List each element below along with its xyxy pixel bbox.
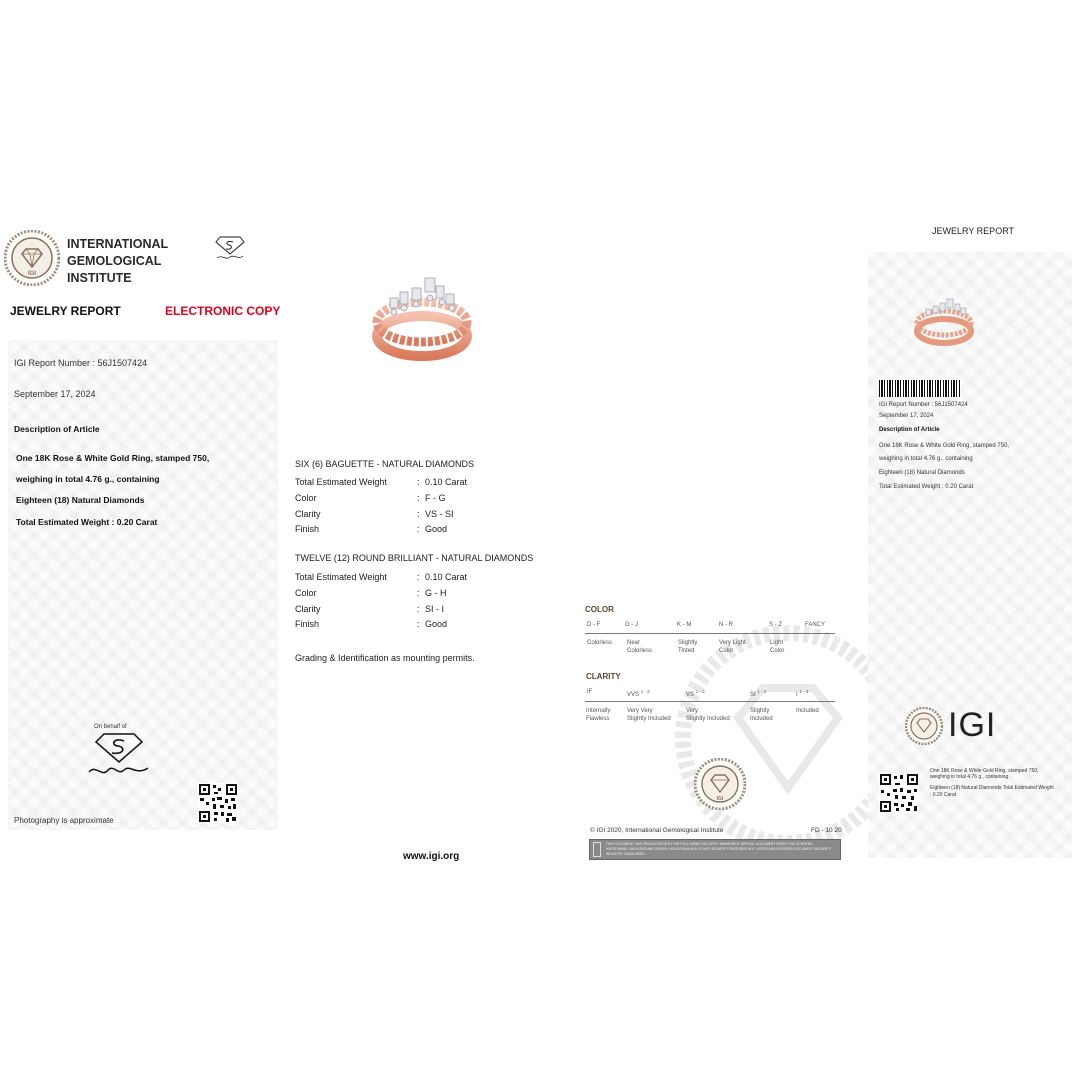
row-value: VS - SI: [425, 508, 454, 519]
right-desc-line-3: Eighteen (18) Natural Diamonds: [879, 470, 965, 476]
clarity-grade-label: IF: [587, 689, 593, 695]
svg-text:IGI: IGI: [27, 271, 37, 277]
row-colon: :: [417, 572, 420, 582]
row-colon: :: [417, 603, 420, 614]
photography-note: Photography is approximate: [14, 816, 114, 825]
svg-text:IGI: IGI: [716, 796, 724, 802]
row-value: SI - I: [425, 603, 445, 614]
clarity-grade-label: I: [796, 692, 798, 698]
clarity-grade-label: SI: [750, 692, 756, 698]
color-scale-line: [585, 633, 835, 634]
color-grade: FANCY: [805, 622, 826, 628]
clarity-grade: [750, 689, 766, 698]
row-label: Color: [295, 587, 317, 598]
row-label: Finish: [295, 619, 320, 630]
right-footer-line: : 0.20 Carat: [930, 791, 957, 798]
ring-photo: [370, 268, 474, 372]
section1-row: [295, 507, 467, 523]
section2-title: TWELVE (12) ROUND BRILLIANT - NATURAL DIAMONDS: [295, 553, 534, 563]
clarity-scale-title: CLARITY: [586, 672, 621, 681]
section1-row: [295, 491, 467, 507]
right-footer-text: [930, 768, 1054, 798]
igi-center-seal-icon: [694, 758, 746, 810]
barcode: [879, 380, 961, 397]
section2-row: [295, 570, 467, 586]
right-desc-line-1: One 18K Rose & White Gold Ring, stamped 750,: [879, 443, 1010, 449]
description-line-2: weighing in total 4.76 g., containing: [16, 474, 160, 484]
row-label: Clarity: [295, 603, 321, 614]
description-line-1: One 18K Rose & White Gold Ring, stamped 750,: [16, 453, 210, 463]
institute-name: [67, 236, 168, 287]
row-label: Total Estimated Weight: [295, 477, 387, 487]
form-code: FD - 10 20: [811, 827, 842, 834]
security-notice: [589, 839, 841, 860]
color-grade: S - Z: [769, 622, 782, 628]
color-grade: G - J: [625, 622, 638, 628]
clarity-scale-line: [585, 701, 835, 702]
row-value: F - G: [425, 492, 446, 503]
section1-row: [295, 522, 467, 538]
color-desc: Near Colorless: [627, 640, 653, 654]
electronic-copy-label: ELECTRONIC COPY: [165, 304, 281, 318]
clarity-grade-sup: 1 - 2: [757, 689, 767, 694]
color-grade: N - R: [719, 622, 733, 628]
report-date: September 17, 2024: [14, 389, 96, 399]
clarity-grade-label: VS: [686, 692, 695, 698]
row-colon: :: [417, 477, 420, 487]
clarity-desc: Internally Flawless: [586, 708, 611, 722]
website-link[interactable]: www.igi.org: [403, 851, 460, 862]
qr-code-left: [198, 783, 238, 823]
description-line-3: Eighteen (18) Natural Diamonds: [16, 495, 145, 505]
right-footer-line: Eighteen (18) Natural Diamonds Total Estimated Weight: [930, 785, 1054, 792]
clarity-grade-sup: 1 - 2: [640, 689, 650, 694]
color-desc: Slightly Tinted: [678, 640, 698, 654]
row-colon: :: [417, 619, 420, 630]
document-icon: [593, 842, 601, 857]
igi-seal-icon: [4, 230, 60, 286]
row-value: G - H: [425, 587, 447, 598]
report-number: IGI Report Number : 56J1507424: [14, 358, 148, 368]
igi-logo-text: IGI: [948, 706, 997, 744]
on-behalf-label: On behalf of: [94, 724, 127, 730]
row-label: Finish: [295, 524, 320, 535]
saleh-sallom-logo: [84, 730, 154, 780]
clarity-desc: Slightly Included: [750, 708, 773, 722]
section1-title: SIX (6) BAGUETTE - NATURAL DIAMONDS: [295, 459, 475, 469]
report-title: JEWELRY REPORT: [10, 304, 121, 318]
right-description-heading: Description of Article: [879, 427, 940, 433]
grading-note: Grading & Identification as mounting permits.: [295, 653, 475, 663]
row-value: Good: [425, 619, 448, 630]
section2-row: [295, 602, 467, 618]
section2-row: [295, 617, 467, 633]
color-desc: Very Light Color: [719, 640, 746, 654]
color-desc: Light Color: [770, 640, 785, 654]
right-desc-line-4: Total Estimated Weight : 0.20 Carat: [879, 484, 974, 490]
institute-line-1: INTERNATIONAL: [67, 237, 169, 251]
igi-logo-icon: [905, 707, 943, 745]
row-label: Clarity: [295, 508, 321, 519]
color-scale-title: COLOR: [585, 605, 614, 614]
right-footer-line: One 18K Rose & White Gold Ring, stamped 750,: [930, 768, 1039, 774]
institute-line-3: INSTITUTE: [67, 271, 132, 285]
section1-table: [295, 475, 467, 538]
color-grade: K - M: [677, 622, 692, 628]
description-heading: Description of Article: [14, 424, 100, 434]
row-colon: :: [417, 587, 420, 598]
clarity-grade: [686, 689, 705, 698]
row-label: Total Estimated Weight: [295, 572, 387, 582]
ring-thumbnail: [912, 295, 976, 349]
row-colon: :: [417, 508, 420, 519]
row-value: 0.10 Carat: [425, 477, 468, 487]
clarity-grade-sup: 1 - 3: [799, 689, 809, 694]
description-line-4: Total Estimated Weight : 0.20 Carat: [16, 517, 158, 527]
row-value: 0.10 Carat: [425, 572, 468, 582]
color-grade: D - F: [587, 622, 601, 628]
clarity-grade-label: VVS: [627, 692, 640, 698]
qr-code-right: [879, 773, 919, 813]
section2-table: [295, 570, 467, 633]
clarity-grade-sup: 1 - 2: [695, 689, 705, 694]
section1-row: [295, 475, 467, 491]
right-desc-line-2: weighing in total 4.76 g., containing: [879, 456, 973, 462]
row-label: Color: [295, 492, 317, 503]
copyright: © IGI 2020, International Gemological Institute: [590, 827, 724, 834]
clarity-grade: [627, 689, 650, 698]
row-value: Good: [425, 524, 448, 535]
row-colon: :: [417, 492, 420, 503]
security-text: THIS DOCUMENT HAS PRODUCED WITH THE FOLLOWING SECURITY MEASURES: SPECIAL DOCUMENT PAPER, INK SCREENS, WATERMARK, BACKGROUND DESIGN, HOLOGRAM AND OTHER SECURITY FEATURES NOT LISTED AND EXCEEDS DOCUMENT SECURITY INDUSTRY GUIDELINES.: [605, 842, 832, 856]
clarity-desc: Very Very Slightly Included: [627, 708, 671, 722]
color-desc: Colorless: [587, 640, 613, 646]
row-colon: :: [417, 524, 420, 535]
right-report-number: IGI Report Number : 56J1507424: [879, 402, 968, 408]
right-date: September 17, 2024: [879, 413, 934, 419]
section2-row: [295, 586, 467, 602]
clarity-grade: [796, 689, 808, 698]
right-footer-line: weighing in total 4.76 g., containing: [930, 774, 1009, 781]
clarity-desc: Very Slightly Included: [686, 708, 730, 722]
saleh-sallom-logo-small: [214, 234, 246, 262]
clarity-grade: [587, 689, 592, 695]
institute-line-2: GEMOLOGICAL: [67, 254, 162, 268]
igi-watermark: [668, 608, 868, 848]
clarity-desc: Included: [796, 708, 819, 714]
right-report-title: JEWELRY REPORT: [932, 226, 1015, 236]
